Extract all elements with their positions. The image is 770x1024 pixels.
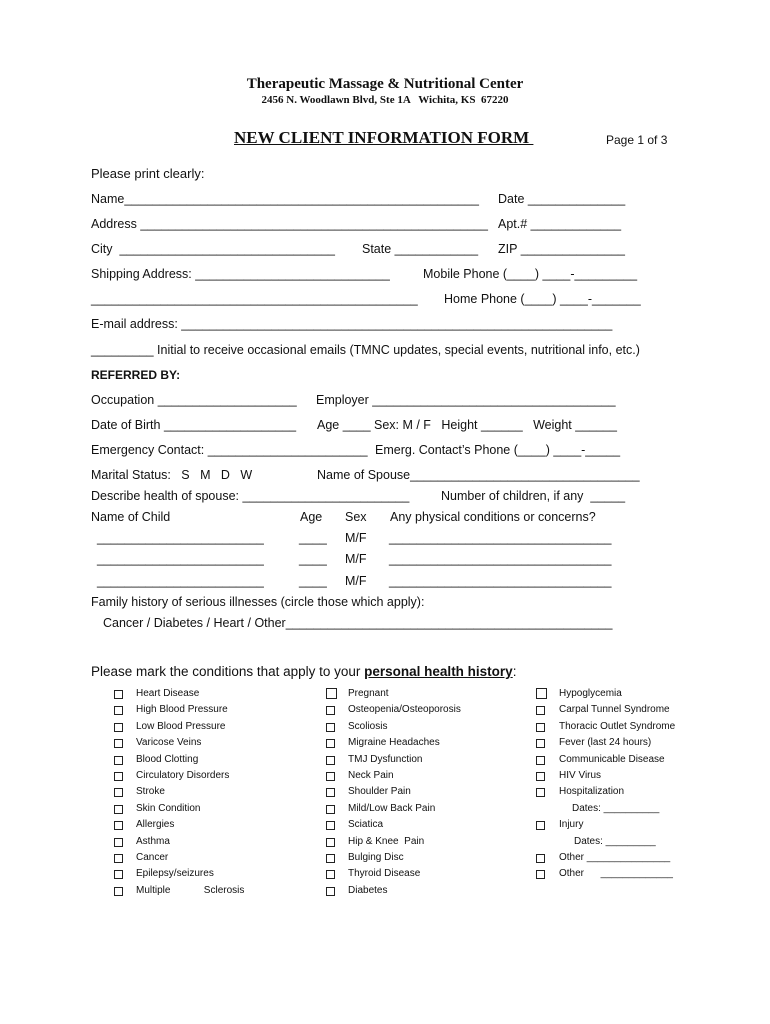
field-c1-sex: M/F	[345, 531, 367, 545]
condition-label: Bulging Disc	[348, 852, 404, 863]
field-c2-cond: ________________________________	[389, 552, 612, 566]
condition-checkbox[interactable]	[114, 838, 123, 847]
field-date: Date ______________	[498, 192, 626, 206]
field-print-clearly: Please print clearly:	[91, 166, 205, 181]
field-num-children: Number of children, if any _____	[441, 489, 626, 503]
condition-label: TMJ Dysfunction	[348, 753, 423, 765]
condition-label: Thyroid Disease	[348, 868, 421, 880]
condition-checkbox[interactable]	[114, 788, 123, 797]
condition-checkbox[interactable]	[326, 821, 335, 830]
condition-label: Blood Clotting	[136, 753, 199, 765]
field-zip: ZIP _______________	[498, 242, 625, 256]
field-referred: REFERRED BY:	[91, 368, 181, 382]
conditions-intro-emphasis: personal health history	[364, 664, 513, 679]
field-shipping2: _______________________________________________	[91, 292, 418, 306]
conditions-intro-prefix: Please mark the conditions that apply to your	[91, 664, 365, 679]
condition-label: Hypoglycemia	[559, 688, 622, 699]
condition-label: Diabetes	[348, 884, 388, 896]
condition-checkbox[interactable]	[326, 854, 335, 863]
condition-label: Mild/Low Back Pain	[348, 802, 436, 814]
field-c3-sex: M/F	[345, 574, 367, 588]
condition-checkbox[interactable]	[326, 887, 335, 896]
condition-checkbox[interactable]	[536, 821, 545, 830]
field-occupation: Occupation ____________________	[91, 393, 297, 407]
condition-checkbox[interactable]	[114, 739, 123, 748]
field-marital: Marital Status: S M D W	[91, 468, 253, 482]
field-family-list: Cancer / Diabetes / Heart / Other_______________________________________________	[103, 616, 613, 630]
condition-checkbox[interactable]	[326, 739, 335, 748]
field-name: Name___________________________________________________	[91, 192, 479, 206]
condition-checkbox[interactable]	[326, 723, 335, 732]
field-c1-cond: ________________________________	[389, 531, 612, 545]
condition-checkbox[interactable]	[114, 706, 123, 715]
condition-checkbox[interactable]	[114, 772, 123, 781]
condition-label: HIV Virus	[559, 770, 602, 781]
condition-checkbox[interactable]	[326, 706, 335, 715]
condition-checkbox[interactable]	[536, 772, 545, 781]
condition-label: Injury	[559, 819, 584, 831]
field-c1-name: ________________________	[97, 531, 264, 545]
field-emergency: Emergency Contact: _______________________	[91, 443, 368, 457]
condition-label: Cancer	[136, 852, 169, 863]
condition-label: Pregnant	[348, 688, 389, 699]
condition-checkbox[interactable]	[326, 805, 335, 814]
condition-checkbox[interactable]	[536, 688, 547, 699]
field-mobile: Mobile Phone (____) ____-_________	[423, 267, 638, 281]
page-number: Page 1 of 3	[606, 133, 668, 147]
condition-checkbox[interactable]	[326, 688, 337, 699]
field-initial: _________ Initial to receive occasional emails (TMNC updates, special events, nutritional info, etc.)	[91, 343, 640, 357]
condition-checkbox[interactable]	[536, 870, 545, 879]
condition-label: Other _____________	[559, 868, 673, 880]
condition-label: Sciatica	[348, 819, 384, 831]
condition-checkbox[interactable]	[114, 821, 123, 830]
condition-label: Communicable Disease	[559, 753, 665, 765]
condition-label: Low Blood Pressure	[136, 720, 226, 732]
field-c2-sex: M/F	[345, 552, 367, 566]
condition-label: Neck Pain	[348, 770, 394, 781]
field-shipping: Shipping Address: ____________________________	[91, 267, 390, 281]
condition-checkbox[interactable]	[114, 690, 123, 699]
condition-checkbox[interactable]	[536, 854, 545, 863]
field-c3-name: ________________________	[97, 574, 264, 588]
field-email: E-mail address: ______________________________________________________________	[91, 317, 613, 331]
condition-label: Stroke	[136, 786, 165, 798]
field-child-name: Name of Child	[91, 510, 171, 524]
condition-checkbox[interactable]	[326, 756, 335, 765]
condition-label: Other _______________	[559, 852, 671, 863]
field-c2-name: ________________________	[97, 552, 264, 566]
field-spouse: Name of Spouse_________________________________	[317, 468, 640, 482]
condition-label: Allergies	[136, 819, 175, 831]
condition-label: Asthma	[136, 835, 170, 847]
condition-checkbox[interactable]	[114, 887, 123, 896]
condition-label: High Blood Pressure	[136, 704, 228, 716]
field-apt: Apt.# _____________	[498, 217, 622, 231]
condition-label: Scoliosis	[348, 720, 388, 732]
condition-label: Skin Condition	[136, 802, 201, 814]
condition-label: Migraine Headaches	[348, 737, 440, 749]
field-home-phone: Home Phone (____) ____-_______	[444, 292, 641, 306]
condition-checkbox[interactable]	[536, 739, 545, 748]
condition-label: Fever (last 24 hours)	[559, 737, 652, 749]
field-employer: Employer ___________________________________	[316, 393, 616, 407]
condition-checkbox[interactable]	[114, 756, 123, 765]
field-child-age: Age	[300, 510, 323, 524]
field-city: City _______________________________	[91, 242, 335, 256]
condition-checkbox[interactable]	[114, 805, 123, 814]
condition-label: Circulatory Disorders	[136, 770, 230, 781]
condition-checkbox[interactable]	[114, 854, 123, 863]
field-c2-age: ____	[299, 552, 327, 566]
condition-label: Osteopenia/Osteoporosis	[348, 704, 461, 716]
condition-checkbox[interactable]	[114, 870, 123, 879]
condition-label: Thoracic Outlet Syndrome	[559, 720, 676, 732]
condition-checkbox[interactable]	[326, 870, 335, 879]
field-c3-age: ____	[299, 574, 327, 588]
field-child-sex: Sex	[345, 510, 367, 524]
field-c3-cond: ________________________________	[389, 574, 612, 588]
field-health-spouse: Describe health of spouse: ________________________	[91, 489, 410, 503]
condition-checkbox[interactable]	[326, 788, 335, 797]
conditions-intro-suffix: :	[512, 664, 517, 679]
org-name: Therapeutic Massage & Nutritional Center	[246, 76, 524, 92]
condition-checkbox[interactable]	[536, 788, 545, 797]
condition-label: Carpal Tunnel Syndrome	[559, 704, 670, 716]
condition-label: Varicose Veins	[136, 737, 202, 749]
condition-checkbox[interactable]	[326, 772, 335, 781]
condition-checkbox[interactable]	[536, 723, 545, 732]
condition-label: Epilepsy/seizures	[136, 868, 214, 880]
condition-checkbox[interactable]	[536, 706, 545, 715]
form-title: NEW CLIENT INFORMATION FORM	[234, 128, 534, 147]
condition-label: Heart Disease	[136, 688, 200, 699]
field-dob: Date of Birth ___________________	[91, 418, 297, 432]
field-emerg-phone: Emerg. Contact’s Phone (____) ____-_____	[375, 443, 621, 457]
condition-label: Hip & Knee Pain	[348, 835, 425, 847]
condition-checkbox[interactable]	[326, 838, 335, 847]
condition-label: Dates: __________	[572, 802, 660, 814]
condition-label: Shoulder Pain	[348, 786, 411, 798]
condition-label: Dates: _________	[574, 835, 656, 847]
condition-checkbox[interactable]	[114, 723, 123, 732]
field-child-cond: Any physical conditions or concerns?	[390, 510, 596, 524]
field-family-history: Family history of serious illnesses (circle those which apply):	[91, 595, 425, 609]
field-state: State ____________	[362, 242, 479, 256]
field-age-sex: Age ____ Sex: M / F Height ______ Weight ______	[317, 418, 617, 432]
field-c1-age: ____	[299, 531, 327, 545]
condition-label: Hospitalization	[559, 786, 625, 798]
condition-checkbox[interactable]	[536, 756, 545, 765]
org-address: 2456 N. Woodlawn Blvd, Ste 1A Wichita, KS 67220	[261, 94, 509, 106]
conditions-intro	[91, 664, 516, 679]
field-address: Address __________________________________________________	[91, 217, 488, 231]
condition-label: Multiple Sclerosis	[136, 884, 245, 896]
